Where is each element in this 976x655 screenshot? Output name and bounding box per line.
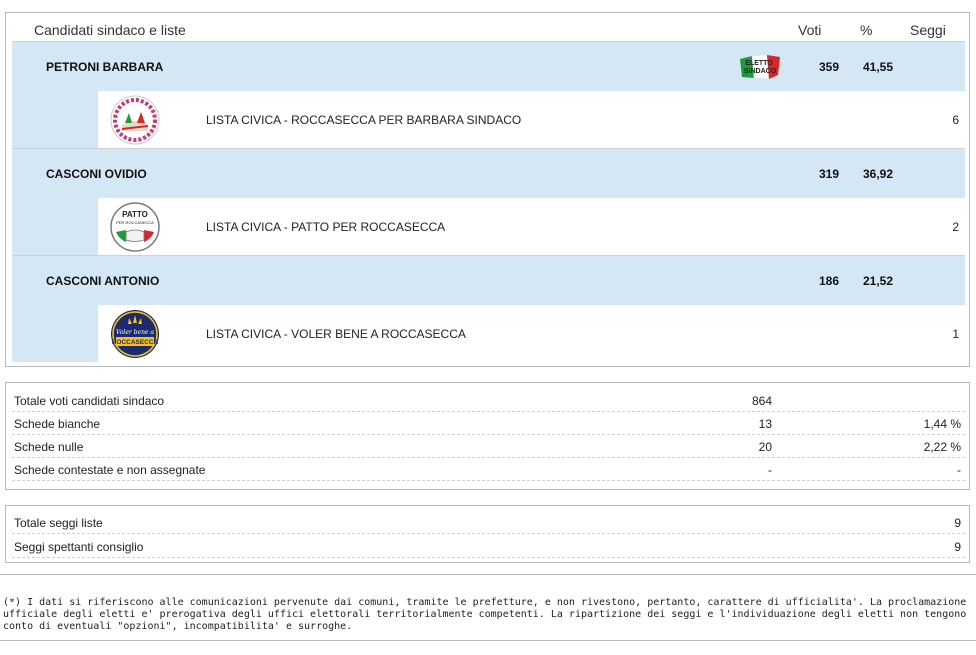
candidate-row	[12, 41, 965, 91]
list-name: LISTA CIVICA - PATTO PER ROCCASECCA	[206, 220, 446, 234]
summary-value: 9	[954, 516, 961, 530]
summary-label: Totale seggi liste	[14, 516, 103, 530]
list-logo-icon	[110, 95, 160, 145]
divider	[0, 640, 976, 641]
eletto-badge-line2: SINDACO	[743, 68, 777, 75]
candidate-row	[12, 148, 965, 198]
footnote: (*) I dati si riferiscono alle comunicazioni pervenute dai comuni, tramite le prefetture, e non rivestono, pertanto, carattere di ufficialita'. La proclamazione ufficiale degli eletti e' prerogativa degli uffici elettorali territorialmente competenti. La ripartizione dei seggi e l'individuazione degli eletti non tengono conto di eventuali "opzioni", incompatibilita' e surroghe.	[3, 597, 967, 632]
summary-row	[12, 389, 965, 412]
list-seggi: 1	[952, 327, 959, 341]
summary-row	[12, 458, 965, 481]
header-percent: %	[860, 22, 873, 38]
list-row	[12, 198, 965, 255]
candidate-name: PETRONI BARBARA	[46, 60, 164, 74]
summary-label: Schede contestate e non assegnate	[14, 463, 206, 477]
summary-row	[12, 511, 965, 534]
summary-value: 864	[751, 394, 772, 408]
eletto-badge-line1: ELETTO	[745, 60, 773, 67]
list-row	[12, 91, 965, 148]
candidate-row	[12, 255, 965, 305]
summary-value: -	[768, 463, 772, 477]
candidate-voti: 359	[818, 60, 839, 74]
list-name: LISTA CIVICA - ROCCASECCA PER BARBARA SINDACO	[206, 113, 522, 127]
summary-value: 9	[954, 540, 961, 554]
list-logo-icon	[110, 202, 160, 252]
seats-summary-table	[5, 505, 970, 563]
candidate-percent: 41,55	[862, 60, 893, 74]
list-row	[12, 305, 965, 362]
summary-row	[12, 412, 965, 435]
summary-percent: 2,22 %	[923, 440, 961, 454]
summary-value: 20	[758, 440, 772, 454]
summary-label: Schede bianche	[14, 417, 101, 431]
candidate-voti: 186	[818, 274, 839, 288]
list-logo-icon	[110, 309, 160, 359]
svg-text:Voler bene a: Voler bene a	[116, 329, 154, 336]
list-seggi: 2	[952, 220, 959, 234]
summary-row	[12, 435, 965, 458]
summary-label: Schede nulle	[14, 440, 84, 454]
candidate-percent: 36,92	[862, 167, 893, 181]
summary-label: Seggi spettanti consiglio	[14, 540, 144, 554]
eletto-sindaco-badge-icon	[738, 53, 782, 81]
svg-text:ROCCASECCA: ROCCASECCA	[111, 339, 159, 346]
summary-row	[12, 535, 965, 558]
results-table	[5, 12, 970, 367]
header-voti: Voti	[798, 22, 822, 38]
candidate-name: CASCONI ANTONIO	[46, 274, 160, 288]
svg-text:PATTO: PATTO	[122, 210, 148, 219]
header-candidati: Candidati sindaco e liste	[34, 22, 186, 38]
header-seggi: Seggi	[910, 22, 946, 38]
summary-percent: -	[957, 463, 961, 477]
list-seggi: 6	[952, 113, 959, 127]
candidate-percent: 21,52	[862, 274, 893, 288]
divider	[0, 574, 976, 575]
list-name: LISTA CIVICA - VOLER BENE A ROCCASECCA	[206, 327, 466, 341]
summary-percent: 1,44 %	[923, 417, 961, 431]
candidate-voti: 319	[818, 167, 839, 181]
summary-label: Totale voti candidati sindaco	[14, 394, 165, 408]
votes-summary-table	[5, 382, 970, 490]
svg-text:PER ROCCASECCA: PER ROCCASECCA	[116, 220, 154, 225]
candidate-name: CASCONI OVIDIO	[46, 167, 147, 181]
summary-value: 13	[758, 417, 772, 431]
results-header	[6, 13, 969, 41]
